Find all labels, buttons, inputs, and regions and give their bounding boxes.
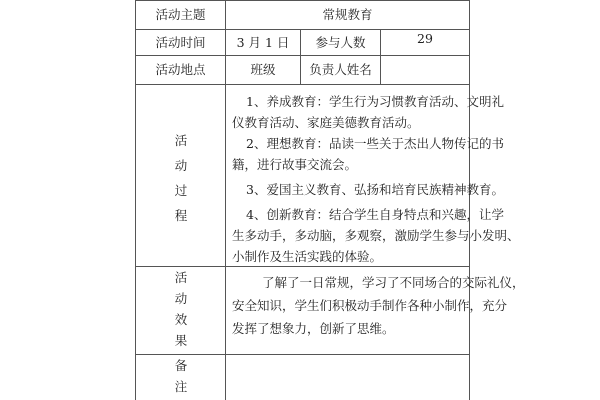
process-line: 小制作及生活实践的体验。	[232, 249, 383, 264]
process-line: 2、理想教育：品读一些关于杰出人物传记的书	[246, 136, 504, 151]
row-divider	[135, 29, 470, 30]
remark-label	[171, 358, 191, 394]
place-value: 班级	[250, 62, 276, 77]
theme-value: 常规教育	[322, 7, 373, 22]
remark-label-char: 注	[174, 379, 188, 394]
process-label-char: 过	[174, 183, 188, 198]
process-line: 1、养成教育：学生行为习惯教育活动、文明礼	[246, 94, 504, 109]
process-line: 仪教育活动、家庭美德教育活动。	[232, 115, 420, 130]
time-value: 3 月 1 日	[236, 35, 290, 50]
label-column-divider	[225, 0, 226, 400]
remark-label-char: 备	[174, 358, 188, 373]
time-label: 活动时间	[155, 35, 206, 50]
effect-label	[171, 270, 191, 348]
effect-label-char: 活	[174, 270, 188, 285]
row-divider	[135, 354, 470, 355]
participants-label: 参与人数	[315, 35, 366, 50]
effect-line: 安全知识，学生们积极动手制作各种小制作，充分	[232, 298, 508, 313]
table-border-right	[469, 0, 470, 400]
process-line: 4、创新教育：结合学生自身特点和兴趣，让学	[246, 207, 504, 222]
place-label: 活动地点	[155, 62, 206, 77]
effect-label-char: 动	[174, 291, 188, 306]
table-border-left	[135, 0, 136, 400]
process-line: 生多动手，多动脑，多观察，激励学生参与小发明、	[232, 228, 520, 243]
row-divider	[135, 84, 470, 85]
row-divider	[135, 55, 470, 56]
effect-label-char: 效	[174, 312, 188, 327]
process-label-char: 活	[174, 133, 188, 148]
process-label-char: 动	[174, 158, 188, 173]
process-line: 3、爱国主义教育、弘扬和培育民族精神教育。	[246, 182, 504, 197]
participants-value: 29	[417, 31, 433, 46]
table-border-top	[135, 0, 470, 1]
row-divider	[135, 266, 470, 267]
leader-label: 负责人姓名	[309, 62, 372, 77]
process-line: 籍，进行故事交流会。	[232, 157, 358, 172]
process-label	[171, 133, 191, 223]
theme-label: 活动主题	[155, 7, 206, 22]
process-label-char: 程	[174, 208, 188, 223]
effect-label-char: 果	[174, 333, 188, 348]
effect-line: 发挥了想象力，创新了思维。	[232, 321, 395, 336]
effect-line: 了解了一日常规，学习了不同场合的交际礼仪，	[262, 275, 525, 290]
